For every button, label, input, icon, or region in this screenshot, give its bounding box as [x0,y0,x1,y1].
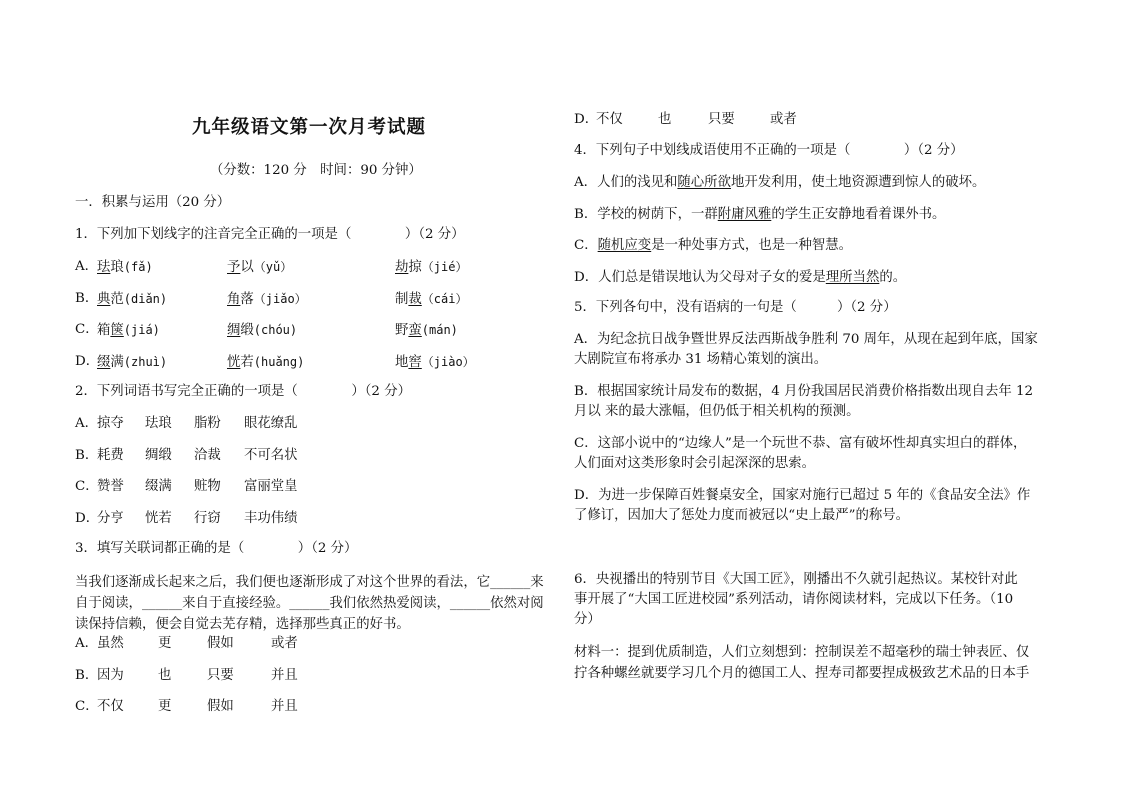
option-word: 虽然 [97,636,124,651]
option-letter: A． [75,636,99,651]
option-word: 或者 [770,112,797,127]
option-letter: C． [75,699,99,714]
underlined-char: 箧 [110,323,124,338]
q2-option [75,511,545,527]
q5-option-line: A．为纪念抗日战争暨世界反法西斯战争胜利 70 周年，从现在起到年底，国家 [574,332,1038,347]
option-letter: C． [574,238,598,253]
term-text: 满 [110,354,124,370]
option-text: 的学生正安静地看着课外书。 [771,206,946,222]
underlined-char: 劫 [395,260,409,275]
term-text: 箱 [97,323,111,338]
q5-option-line: D．为进一步保障百姓餐桌安全，国家对施行已超过 5 年的《食品安全法》作 [574,488,1031,503]
term-text: 制 [395,291,409,307]
option-word: 不仅 [596,112,623,127]
option-word: 分亨 [97,510,124,526]
q4-stem: 4．下列句子中划线成语使用不正确的一项是（ ）（2 分） [574,143,964,158]
option-word: 珐琅 [145,416,172,431]
term-text: 野 [395,323,409,338]
underlined-char: 典 [97,291,111,307]
q4-option [574,238,852,254]
option-word: 丰功伟绩 [244,510,298,526]
q6-line: 6．央视播出的特别节目《大国工匠》，刚播出不久就引起热议。某校针对此 [574,572,1018,587]
term-text: 以 [240,260,254,275]
q5-option-line: B．根据国家统计局发布的数据，4 月份我国居民消费价格指数出现自去年 12 [574,384,1034,399]
q3-option [75,699,545,715]
q4-option [574,270,906,286]
q2-option [75,448,545,464]
option-text: 是一种处事方式，也是一种智慧。 [651,238,853,253]
option-word: 只要 [708,112,735,127]
option-word: 更 [158,636,172,651]
option-term [227,354,304,371]
q6-line: 分） [574,612,601,627]
pinyin: (chóu) [253,323,298,337]
option-letter: D． [75,510,100,526]
q1-option [75,291,545,307]
option-letter: C． [75,322,99,337]
q2-stem: 2．下列词语书写完全正确的一项是（ ）（2 分） [75,384,411,399]
option-word: 绸缎 [145,447,172,463]
q5-stem: 5．下列各句中，没有语病的一句是（ ）（2 分） [574,300,897,315]
option-letter: B． [75,447,99,463]
material-line: 拧各种螺丝就要学习几个月的德国工人、捏寿司都要捏成极致艺术品的日本手 [574,666,1030,681]
term-text: 掠 [408,260,422,275]
term-text: 范 [110,291,124,307]
option-word: 耗费 [97,447,124,463]
q3-passage: 当我们逐渐成长起来之后，我们便也逐渐形成了对这个世界的看法，它______来自于阅读，______来自于直接经验。______我们依然热爱阅读，______依然对阅读保持信赖，便会自觉去芜存精，选择那些真正的好书。 [75,575,544,632]
q6-line: 事开展了“大国工匠进校园”系列活动，请你阅读材料，完成以下任务。（10 [574,592,1014,607]
material-line: 材料一：提到优质制造，人们立刻想到：控制误差不超毫秒的瑞士钟表匠、仅 [574,645,1030,660]
option-term [97,259,153,276]
option-word: 更 [158,699,172,714]
underlined-idiom: 随机应变 [597,238,652,253]
option-word: 赃物 [194,479,221,494]
q5-option-line: 月以 来的最大涨幅，但仍低于相关机构的预测。 [574,404,860,419]
q5-option-line: 大剧院宣布将承办 31 场精心策划的演出。 [574,352,828,367]
underlined-idiom: 随心所欲 [677,175,731,190]
option-word: 恍若 [145,510,172,526]
pinyin: （yǔ） [253,260,293,274]
q5-option-line: 人们面对这类形象时会引起深深的思索。 [574,456,816,471]
option-letter: D． [574,112,599,127]
option-word: 假如 [207,699,234,714]
underlined-char: 珐 [97,260,111,275]
pinyin: (diǎn) [123,291,168,306]
term-text: 琅 [110,260,124,275]
underlined-char: 裁 [408,291,422,307]
exam-title: 九年级语文第一次月考试题 [192,117,427,138]
pinyin: (mán) [421,323,458,337]
option-word: 只要 [207,667,234,683]
option-letter: B． [75,667,99,683]
option-word: 眼花缭乱 [244,416,298,431]
option-term [395,259,467,276]
option-word: 假如 [207,636,234,651]
option-letter: B． [75,290,99,306]
term-text: 缎 [240,323,254,338]
underlined-char: 蛮 [408,323,422,338]
q5-option-line: C．这部小说中的“边缘人”是一个玩世不恭、富有破坏性却真实坦白的群体， [574,436,1027,451]
option-letter: A． [75,416,99,431]
pinyin: （jiào） [421,354,475,369]
option-term [395,354,475,371]
option-word: 并且 [271,699,298,714]
underlined-idiom: 附庸风雅 [717,206,772,222]
option-word: 脂粉 [194,416,221,431]
q3-option-d-row [574,112,1044,128]
option-word: 行窃 [194,510,221,526]
q2-option [75,416,545,432]
option-term [97,322,160,339]
underlined-char: 缀 [97,354,111,370]
option-letter: A． [75,259,99,274]
option-letter: B． [574,206,598,222]
option-letter: A． [574,175,598,190]
term-text: 落 [240,291,254,307]
exam-subtitle: （分数：120 分 时间：90 分钟） [210,163,422,178]
option-term [97,291,167,308]
option-term [97,354,167,371]
option-text: 人们的浅见和 [597,175,678,190]
q5-option-line: 了修订，因加大了惩处力度而被冠以“史上最严”的称号。 [574,508,910,523]
option-word: 缀满 [145,479,172,494]
pinyin: (fǎ) [123,260,153,274]
option-word: 也 [158,667,172,683]
option-word: 不可名状 [244,447,298,463]
option-text: 学校的树荫下，一群 [597,206,718,222]
option-text: 人们总是错误地认为父母对子女的爱是 [598,269,826,285]
q1-option [75,354,545,370]
option-term [395,291,467,308]
section-heading: 一．积累与运用（20 分） [75,195,231,210]
option-word: 并且 [271,667,298,683]
option-term [227,322,297,339]
option-term [395,322,458,339]
option-word: 赞誉 [97,479,124,494]
option-word: 因为 [97,667,124,683]
option-letter: D． [75,353,100,369]
underlined-char: 予 [227,260,241,275]
underlined-char: 绸 [227,323,241,338]
option-term [227,259,292,276]
option-word: 富丽堂皇 [244,479,298,494]
underlined-char: 角 [227,291,241,307]
underlined-char: 窖 [408,354,422,370]
pinyin: （cái） [421,291,468,306]
q1-option [75,322,545,338]
option-word: 也 [658,112,672,127]
q3-stem: 3．填写关联词都正确的是（ ）（2 分） [75,541,358,556]
term-text: 地 [395,354,409,370]
q2-option [75,479,545,495]
underlined-char: 恍 [227,354,241,370]
q1-stem: 1．下列加下划线字的注音完全正确的一项是（ ）（2 分） [75,227,465,242]
q3-option [75,636,545,652]
option-text: 地开发利用，使土地资源遭到惊人的破坏。 [730,175,986,190]
q4-option [574,207,945,223]
term-text: 若 [240,354,254,370]
q4-option [574,175,985,191]
option-term [227,291,307,308]
pinyin: （jiǎo） [253,291,307,306]
option-word: 或者 [271,636,298,651]
option-letter: D． [574,269,599,285]
pinyin: (huǎng) [253,354,305,369]
option-word: 不仅 [97,699,124,714]
q3-option [75,668,545,684]
option-text: 的。 [879,269,907,285]
option-word: 洽裁 [194,447,221,463]
pinyin: (zhuì) [123,354,168,369]
option-letter: C． [75,479,99,494]
pinyin: （jié） [421,260,468,274]
pinyin: (jiá) [123,323,160,337]
option-word: 掠夺 [97,416,124,431]
q1-option [75,259,545,275]
underlined-idiom: 理所当然 [825,269,880,285]
